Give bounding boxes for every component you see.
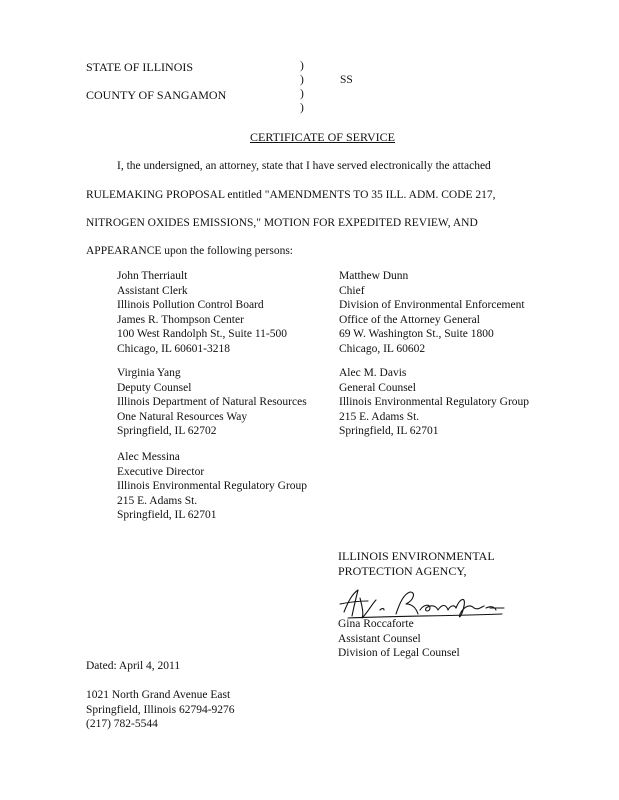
body-line-1: I, the undersigned, an attorney, state that I have served electronically the attached xyxy=(117,160,491,172)
recipient-line: Illinois Environmental Regulatory Group xyxy=(339,396,530,408)
recipient-line: Alec M. Davis xyxy=(339,367,407,379)
recipient-line: Springfield, IL 62702 xyxy=(117,425,217,437)
recipient-line: Deputy Counsel xyxy=(117,381,192,394)
recipient-line: 215 E. Adams St. xyxy=(339,410,420,423)
recipient-line: Matthew Dunn xyxy=(339,270,409,282)
recipient-line: Division of Environmental Enforcement xyxy=(339,299,525,311)
recipient-line: Alec Messina xyxy=(117,451,180,463)
signature-block xyxy=(338,617,460,661)
recipient-line: Springfield, IL 62701 xyxy=(339,425,439,437)
address-line: 1021 North Grand Avenue East xyxy=(86,689,231,701)
recipient-line: 100 West Randolph St., Suite 11-500 xyxy=(117,328,287,340)
caption-county: COUNTY OF SANGAMON xyxy=(86,88,227,102)
address-line: Springfield, Illinois 62794-9276 xyxy=(86,703,235,716)
signatory-name: Gina Roccaforte xyxy=(338,618,414,630)
recipient-block-dunn xyxy=(339,269,525,356)
body-line-3: NITROGEN OXIDES EMISSIONS," MOTION FOR EXPEDITED REVIEW, AND xyxy=(86,217,478,229)
body-line-4: APPEARANCE upon the following persons: xyxy=(86,245,293,257)
agency-line: ILLINOIS ENVIRONMENTAL xyxy=(338,549,495,563)
caption-bracket: ) xyxy=(300,88,304,100)
recipient-line: Chicago, IL 60602 xyxy=(339,342,426,355)
agency-address xyxy=(86,688,235,732)
caption-bracket: ) xyxy=(300,60,304,72)
recipient-line: Illinois Department of Natural Resources xyxy=(117,396,307,408)
recipient-line: Chief xyxy=(339,284,365,297)
recipient-line: Illinois Environmental Regulatory Group xyxy=(117,480,308,492)
caption-ss: SS xyxy=(340,74,353,86)
caption-bracket: ) xyxy=(300,74,304,86)
recipient-line: General Counsel xyxy=(339,381,416,394)
recipient-line: Illinois Pollution Control Board xyxy=(117,299,264,311)
recipient-line: John Therriault xyxy=(117,270,188,282)
recipient-block-davis xyxy=(339,366,529,439)
recipient-line: Chicago, IL 60601-3218 xyxy=(117,342,230,355)
recipient-block-therriault xyxy=(117,269,287,356)
recipient-line: James R. Thompson Center xyxy=(117,313,244,326)
recipient-line: 215 E. Adams St. xyxy=(117,494,198,507)
recipient-block-yang xyxy=(117,366,307,439)
address-phone: (217) 782-5544 xyxy=(86,718,158,730)
recipient-line: Assistant Clerk xyxy=(117,284,188,297)
document-title: CERTIFICATE OF SERVICE xyxy=(250,130,395,144)
recipient-line: 69 W. Washington St., Suite 1800 xyxy=(339,328,494,340)
recipient-block-messina xyxy=(117,450,307,523)
agency-line: PROTECTION AGENCY, xyxy=(338,563,467,578)
signatory-title: Assistant Counsel xyxy=(338,632,421,645)
recipient-line: Office of the Attorney General xyxy=(339,313,480,326)
signatory-division: Division of Legal Counsel xyxy=(338,647,460,659)
recipient-line: Springfield, IL 62701 xyxy=(117,509,217,521)
caption-state: STATE OF ILLINOIS xyxy=(86,60,194,74)
body-line-2: RULEMAKING PROPOSAL entitled "AMENDMENTS TO 35 ILL. ADM. CODE 217, xyxy=(86,189,496,201)
agency-name xyxy=(338,549,495,578)
recipient-line: Executive Director xyxy=(117,465,205,478)
dated-line: Dated: April 4, 2011 xyxy=(86,660,181,672)
caption-bracket: ) xyxy=(300,102,304,114)
recipient-line: Virginia Yang xyxy=(117,367,181,379)
recipient-line: One Natural Resources Way xyxy=(117,410,248,423)
